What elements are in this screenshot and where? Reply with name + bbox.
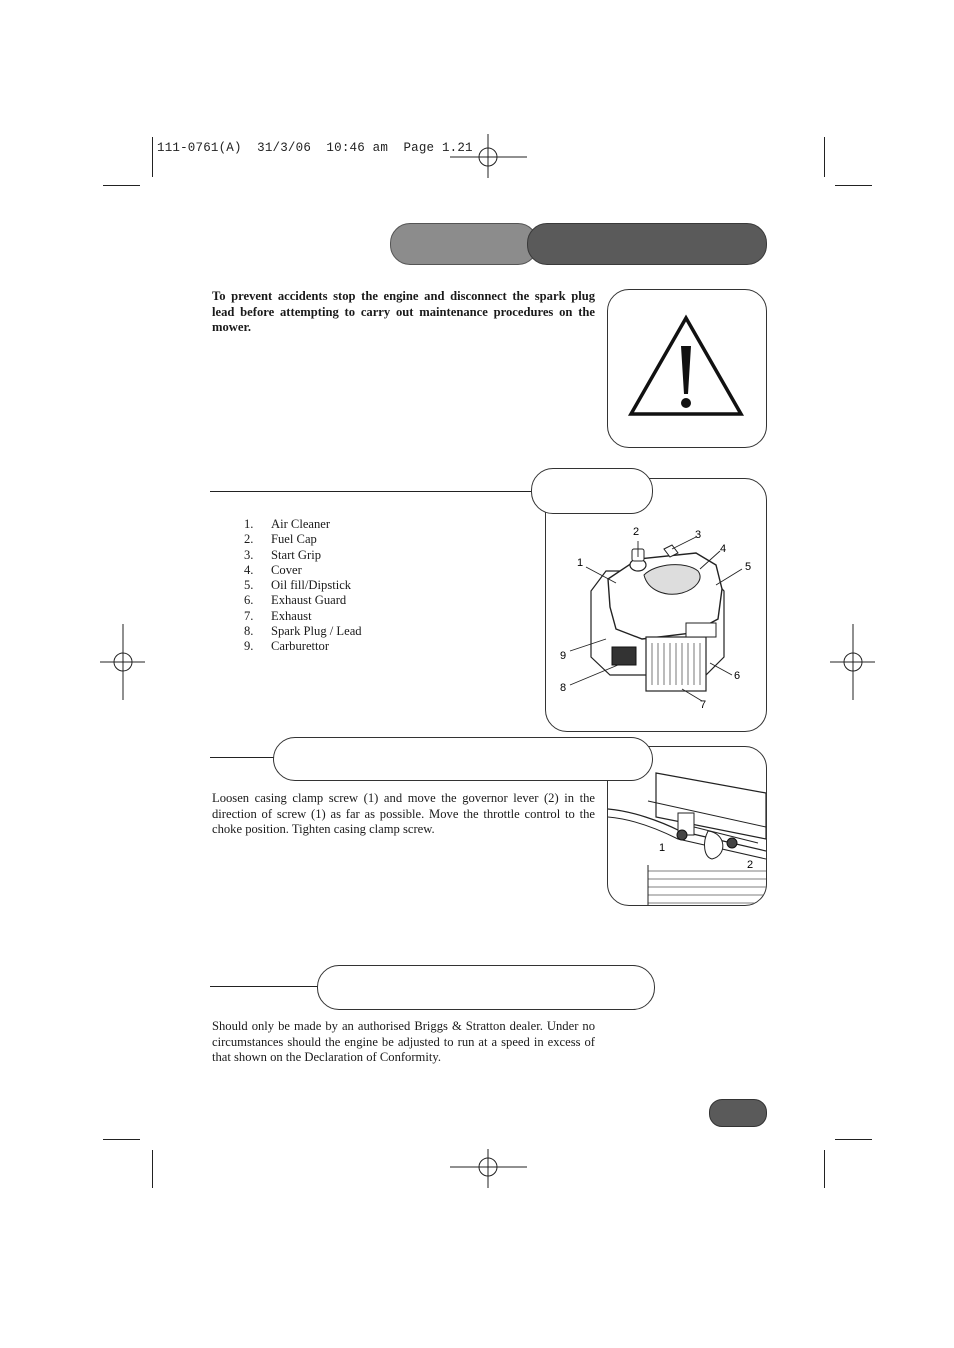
list-item: 4. Cover bbox=[244, 562, 302, 577]
callout-label: 1 bbox=[577, 557, 584, 569]
callout-label: 2 bbox=[747, 859, 754, 871]
warning-panel bbox=[607, 289, 767, 448]
registration-mark-icon bbox=[449, 130, 529, 180]
list-item: 7. Exhaust bbox=[244, 608, 312, 623]
list-item: 1. Air Cleaner bbox=[244, 517, 331, 531]
print-slug: 111-0761(A) 31/3/06 10:46 am Page 1.21 bbox=[157, 141, 473, 155]
callout-label: 7 bbox=[700, 699, 707, 711]
callout-label: 6 bbox=[734, 670, 741, 682]
section-heading-box bbox=[531, 468, 653, 514]
callout-label: 8 bbox=[560, 682, 567, 694]
callout-label: 5 bbox=[745, 561, 752, 573]
registration-mark-icon bbox=[828, 622, 878, 702]
choke-instructions: Loosen casing clamp screw (1) and move the governor lever (2) in the direction of screw (1) as far as possible. Move the throttle control to the choke position. Tighten casing clamp screw. bbox=[212, 791, 595, 836]
section-rule bbox=[210, 757, 274, 758]
callout-label: 2 bbox=[633, 526, 640, 538]
section-rule bbox=[210, 986, 318, 987]
engine-diagram bbox=[546, 479, 766, 731]
section-heading-box bbox=[273, 737, 653, 781]
speed-adjustment-text: Should only be made by an authorised Briggs & Stratton dealer. Under no circumstances should the engine be adjusted to run at a speed in excess of that shown on the Declaration of Conformity. bbox=[212, 1019, 595, 1064]
callout-label: 3 bbox=[695, 529, 702, 541]
page-number-tab bbox=[709, 1099, 767, 1127]
parts-list bbox=[244, 517, 362, 655]
header-tab-section bbox=[390, 223, 538, 265]
callout-label: 9 bbox=[560, 650, 567, 662]
callout-label: 1 bbox=[659, 842, 666, 854]
list-item: 9. Carburettor bbox=[244, 639, 330, 654]
registration-mark-icon bbox=[98, 622, 148, 702]
header-tab-title bbox=[527, 223, 767, 265]
registration-mark-icon bbox=[449, 1148, 529, 1190]
warning-triangle-icon bbox=[608, 290, 766, 447]
callout-label: 4 bbox=[720, 543, 727, 555]
section-heading-box bbox=[317, 965, 655, 1010]
safety-warning-text: To prevent accidents stop the engine and disconnect the spark plug lead before attempting to carry out maintenance procedures on the mower. bbox=[212, 289, 595, 334]
list-item: 3. Start Grip bbox=[244, 547, 322, 562]
list-item: 6. Exhaust Guard bbox=[244, 593, 347, 608]
section-rule bbox=[210, 491, 532, 492]
list-item: 5. Oil fill/Dipstick bbox=[244, 578, 352, 593]
engine-diagram-panel bbox=[545, 478, 767, 732]
list-item: 2. Fuel Cap bbox=[244, 532, 317, 547]
list-item: 8. Spark Plug / Lead bbox=[244, 624, 362, 639]
